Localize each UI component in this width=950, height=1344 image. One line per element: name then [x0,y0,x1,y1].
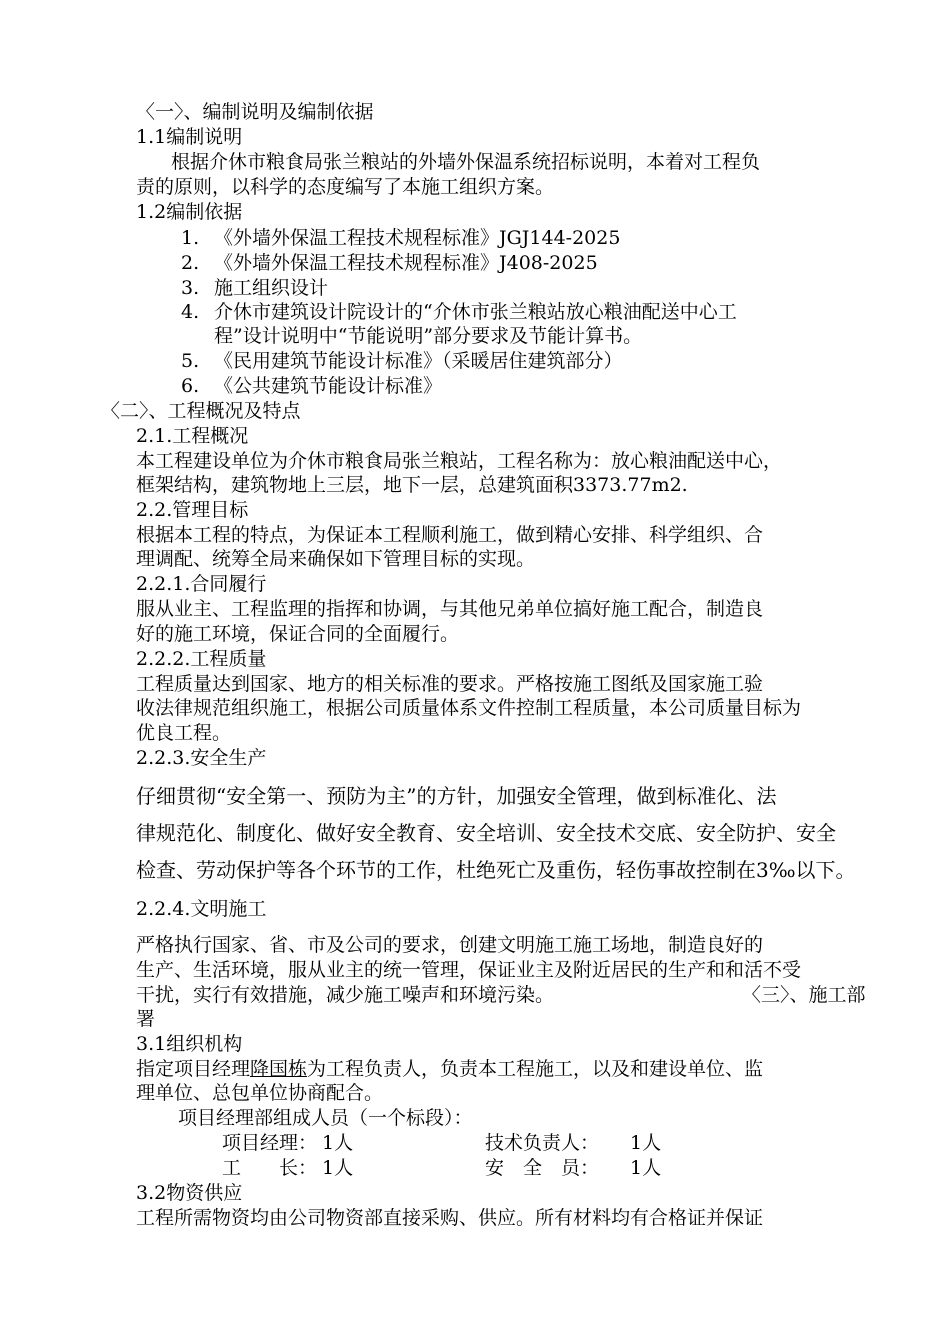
section-2-2-4-paragraph-line: 生产、生活环境，服从业主的统一管理，保证业主及附近居民的生产和和活不受 [136,959,802,981]
basis-item-number: 5. [181,350,200,372]
section-2-2-paragraph-line: 理调配、统筹全局来确保如下管理目标的实现。 [136,548,536,570]
staff-count: 1人 [322,1157,354,1179]
section-2-2-3-paragraph-line: 检查、劳动保护等各个环节的工作，杜绝死亡及重伤，轻伤事故控制在3‰以下。 [136,858,856,882]
section-3-2-paragraph-line: 工程所需物资均由公司物资部直接采购、供应。所有材料均有合格证并保证 [136,1207,764,1229]
basis-item-number: 4. [181,301,200,323]
section-2-2-3-paragraph-line: 律规范化、制度化、做好安全教育、安全培训、安全技术交底、安全防护、安全 [136,821,836,845]
section-2-heading: 〈二〉、工程概况及特点 [101,400,301,422]
section-3-1-heading: 3.1组织机构 [136,1033,243,1055]
staff-role: 工 长： [222,1157,318,1179]
section-1-1-heading: 1.1编制说明 [136,126,243,148]
section-2-1-paragraph-line: 框架结构，建筑物地上三层，地下一层，总建筑面积3373.77m2. [136,474,688,496]
section-1-1-paragraph-line: 根据介休市粮食局张兰粮站的外墙外保温系统招标说明，本着对工程负 [171,151,761,173]
text-segment: 为工程负责人，负责本工程施工，以及和建设单位、监 [307,1058,764,1080]
section-1-2-heading: 1.2编制依据 [136,201,243,223]
section-1-1-paragraph-line: 责的原则，以科学的态度编写了本施工组织方案。 [136,176,555,198]
section-2-2-3-paragraph-line: 仔细贯彻“安全第一、预防为主”的方针，加强安全管理，做到标准化、法 [136,784,777,808]
basis-item-text: 介休市建筑设计院设计的“介休市张兰粮站放心粮油配送中心工 [214,301,737,323]
basis-item-text: 《公共建筑节能设计标准》 [214,375,443,397]
manager-name: 降国栋 [250,1058,308,1080]
staff-role: 项目经理： [222,1132,318,1154]
section-1-heading: 〈一〉、编制说明及编制依据 [136,101,374,123]
staff-count: 1人 [322,1132,354,1154]
section-2-2-paragraph-line: 根据本工程的特点，为保证本工程顺利施工，做到精心安排、科学组织、合 [136,524,764,546]
section-2-2-1-heading: 2.2.1.合同履行 [136,573,267,595]
text-segment: 指定项目经理 [136,1058,251,1080]
section-2-1-heading: 2.1.工程概况 [136,425,249,447]
basis-item-number: 6. [181,375,200,397]
section-2-2-4-paragraph-line: 干扰，实行有效措施，减少施工噪声和环境污染。 [136,984,555,1006]
basis-item-text: 《民用建筑节能设计标准》（采暖居住建筑部分） [214,350,623,372]
section-2-2-2-heading: 2.2.2.工程质量 [136,648,267,670]
section-2-2-2-paragraph-line: 优良工程。 [136,722,232,744]
section-2-2-3-heading: 2.2.3.安全生产 [136,747,267,769]
basis-item-number: 3. [181,277,200,299]
basis-item-text: 施工组织设计 [214,277,329,299]
basis-item-text: 《外墙外保温工程技术规程标准》J408-2025 [214,252,598,274]
section-2-2-heading: 2.2.管理目标 [136,499,249,521]
section-3-1-paragraph-line: 理单位、总包单位协商配合。 [136,1082,384,1104]
section-2-1-paragraph-line: 本工程建设单位为介休市粮食局张兰粮站，工程名称为：放心粮油配送中心， [136,450,783,472]
section-2-2-2-paragraph-line: 收法律规范组织施工，根据公司质量体系文件控制工程质量，本公司质量目标为 [136,697,802,719]
staff-role: 技术负责人： [485,1132,600,1154]
staff-heading: 项目经理部组成人员（一个标段）： [178,1107,473,1129]
section-3-2-heading: 3.2物资供应 [136,1182,243,1204]
section-2-2-1-paragraph-line: 好的施工环境，保证合同的全面履行。 [136,623,460,645]
section-3-heading-continued: 署 [136,1008,156,1030]
basis-item-number: 1. [181,227,200,249]
section-2-2-4-heading: 2.2.4.文明施工 [136,898,267,920]
staff-count: 1人 [630,1132,662,1154]
basis-item-number: 2. [181,252,200,274]
staff-role: 安 全 员： [485,1157,600,1179]
section-2-2-4-paragraph-line: 严格执行国家、省、市及公司的要求，创建文明施工施工场地，制造良好的 [136,934,764,956]
section-2-2-1-paragraph-line: 服从业主、工程监理的指挥和协调，与其他兄弟单位搞好施工配合，制造良 [136,598,764,620]
section-3-heading: 〈三〉、施工部 [742,984,866,1006]
basis-item-text: 《外墙外保温工程技术规程标准》JGJ144-2025 [214,227,621,249]
section-2-2-2-paragraph-line: 工程质量达到国家、地方的相关标准的要求。严格按施工图纸及国家施工验 [136,673,764,695]
staff-count: 1人 [630,1157,662,1179]
basis-item-text-continued: 程”设计说明中“节能说明”部分要求及节能计算书。 [214,325,643,347]
section-3-1-paragraph-line [136,1057,763,1081]
